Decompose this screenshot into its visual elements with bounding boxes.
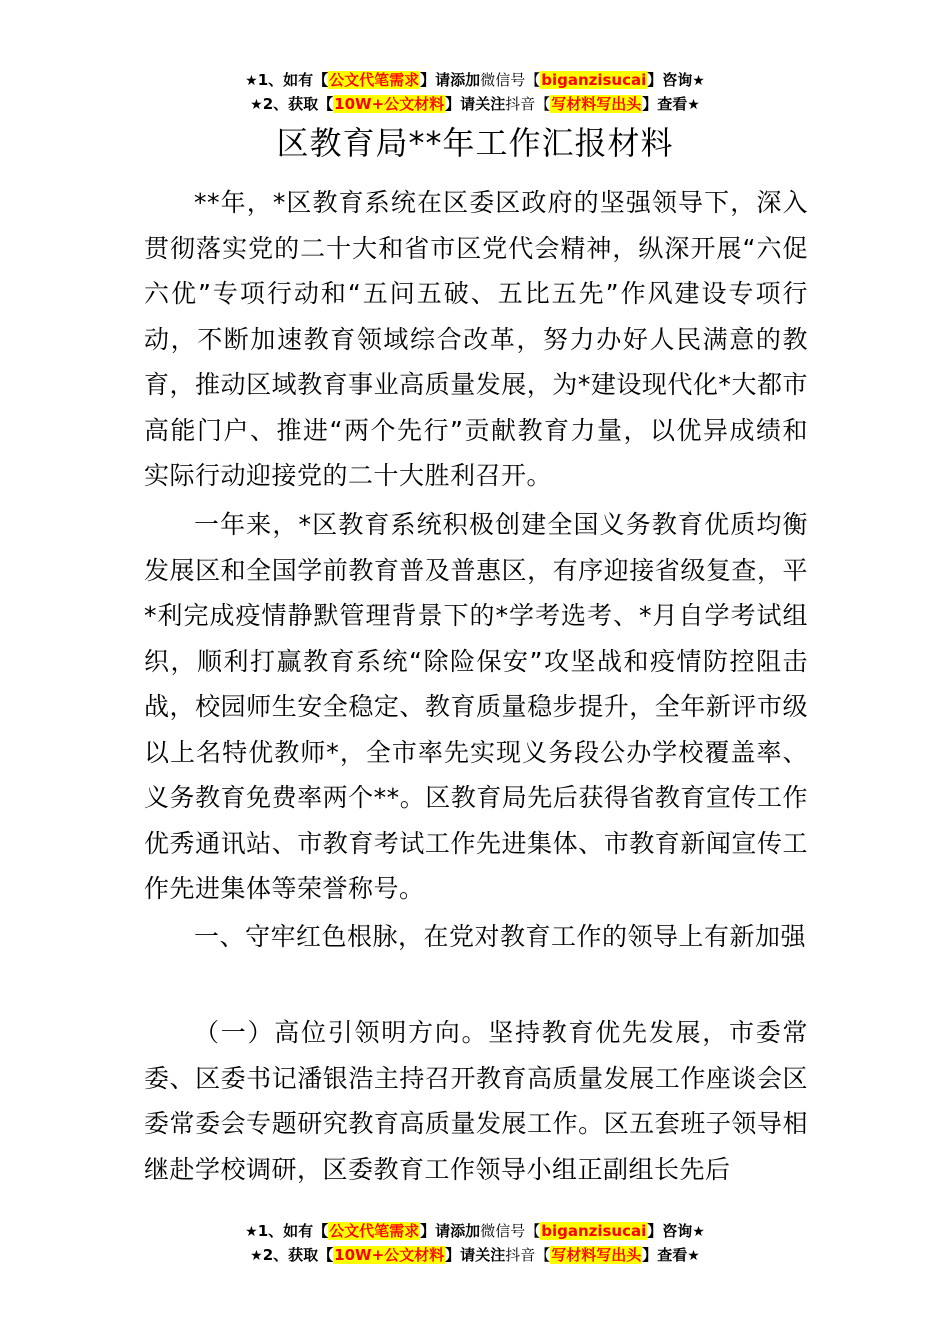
promo-text: 2、获取【: [262, 1246, 334, 1264]
promo-highlight-wechat: biganzisucai: [541, 71, 647, 89]
star-icon: ★: [687, 1248, 700, 1264]
promo-text: 2、获取【: [262, 95, 334, 113]
body-paragraph-2: 一年来，*区教育系统积极创建全国义务教育优质均衡发展区和全国学前教育普及普惠区，有序迎接省级复查，平*利完成疫情静默管理背景下的*学考选考、*月自学考试组织，顺利打赢教育系统“除险保安”攻坚战和疫情防控阻击战，校园师生安全稳定、教育质量稳步提升，全年新评市级以上名特优教师*，全市率先实现义务段公办学校覆盖率、义务教育免费率两个**。区教育局先后获得省教育宣传工作优秀通讯站、市教育考试工作先进集体、市教育新闻宣传工作先进集体等荣誉称号。: [144, 510, 808, 903]
promo-highlight: 公文代笔需求: [329, 1222, 420, 1240]
body-paragraph-1: **年，*区教育系统在区委区政府的坚强领导下，深入贯彻落实党的二十大和省市区党代会精神，纵深开展“六促六优”专项行动和“五问五破、五比五先”作风建设专项行动，不断加速教育领域综合改革，努力办好人民满意的教育，推动区域教育事业高质量发展，为*建设现代化*大都市高能门户、推进“两个先行”贡献教育力量，以优异成绩和实际行动迎接党的二十大胜利召开。: [144, 188, 808, 490]
promo-text: 】请: [445, 1246, 476, 1264]
promo-text: 】咨询: [647, 71, 693, 89]
promo-text: 抖音【: [505, 95, 551, 113]
promo-highlight-wechat: biganzisucai: [541, 1222, 647, 1240]
promo-text: 微信号【: [480, 71, 541, 89]
promo-text: 1、如有【: [257, 71, 329, 89]
star-icon: ★: [687, 97, 700, 113]
promo-text: 】查看: [642, 1246, 688, 1264]
document-title: 区教育局**年工作汇报材料: [276, 124, 674, 162]
star-icon: ★: [692, 73, 705, 89]
promo-highlight-douyin: 写材料写出头: [551, 95, 642, 113]
promo-highlight: 10W+公文材料: [334, 1246, 445, 1264]
promo-highlight: 10W+公文材料: [334, 95, 445, 113]
promo-text: 】请: [420, 71, 451, 89]
star-icon: ★: [250, 97, 263, 113]
footer-promo-banner: [0, 1219, 950, 1267]
star-icon: ★: [245, 1224, 258, 1240]
star-icon: ★: [250, 1248, 263, 1264]
promo-line-1: [0, 1219, 950, 1243]
star-icon: ★: [692, 1224, 705, 1240]
promo-line-2: [0, 92, 950, 116]
promo-text: 1、如有【: [257, 1222, 329, 1240]
promo-text: 】请: [445, 95, 476, 113]
header-promo-banner: [0, 68, 950, 116]
body-paragraph-3: （一）高位引领明方向。坚持教育优先发展，市委常委、区委书记潘银浩主持召开教育高质量发展工作座谈会区委常委会专题研究教育高质量发展工作。区五套班子领导相继赴学校调研，区委教育工作领导小组正副组长先后: [144, 1018, 808, 1184]
promo-text: 】查看: [642, 95, 688, 113]
promo-text: 抖音【: [505, 1246, 551, 1264]
promo-highlight: 公文代笔需求: [329, 71, 420, 89]
promo-highlight-douyin: 写材料写出头: [551, 1246, 642, 1264]
promo-emphasis: 添加: [450, 1222, 481, 1240]
star-icon: ★: [245, 73, 258, 89]
promo-emphasis: 关注: [475, 1246, 506, 1264]
promo-emphasis: 关注: [475, 95, 506, 113]
promo-line-1: [0, 68, 950, 92]
promo-text: 微信号【: [480, 1222, 541, 1240]
promo-line-2: [0, 1243, 950, 1267]
promo-text: 】请: [420, 1222, 451, 1240]
promo-emphasis: 添加: [450, 71, 481, 89]
section-heading-1: 一、守牢红色根脉，在党对教育工作的领导上有新加强: [194, 922, 807, 951]
promo-text: 】咨询: [647, 1222, 693, 1240]
